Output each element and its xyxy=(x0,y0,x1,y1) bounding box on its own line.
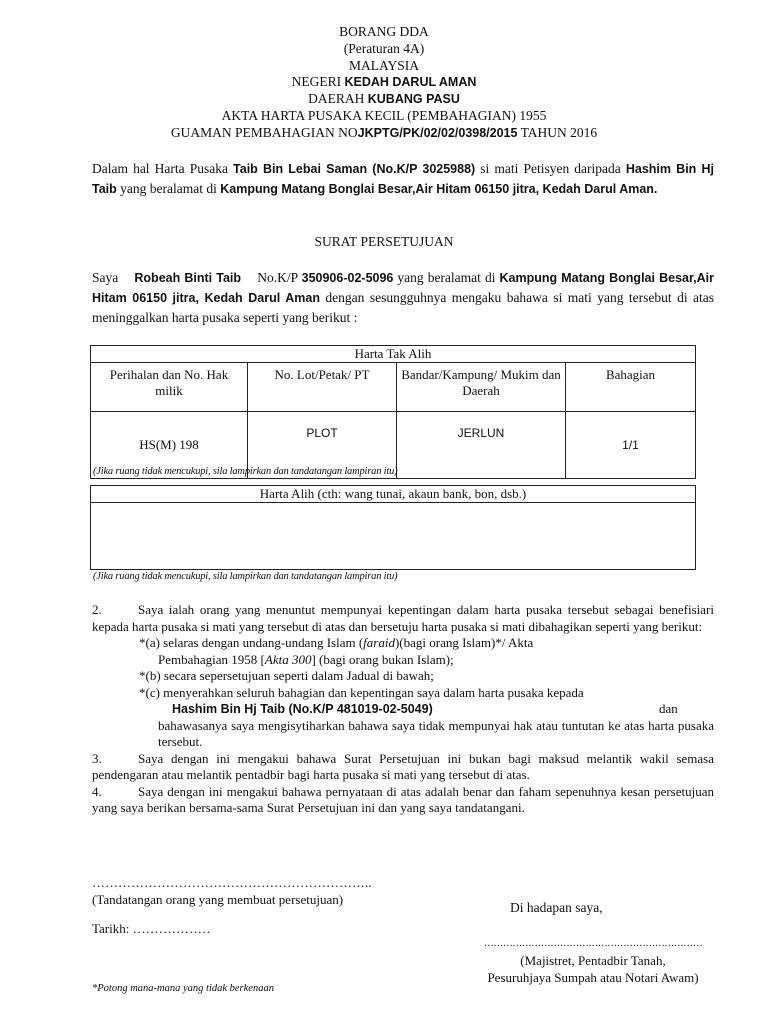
movable-property-table xyxy=(90,485,696,570)
option-a-act: Akta 300 xyxy=(264,651,312,667)
option-b: *(b) secara sepersetujuan seperti dalam Jadual di bawah; xyxy=(139,668,434,683)
case-number: JKPTG/PK/02/02/0398/2015 xyxy=(357,125,518,140)
column-header: Bandar/Kampung/ Mukim dan Daerah xyxy=(397,363,566,412)
heir-line xyxy=(92,701,714,718)
intro-text-3: yang beralamat di xyxy=(116,181,221,196)
petitioner-address: Kampung Matang Bonglai Besar,Air Hitam 06150 jitra, Kedah Darul Aman. xyxy=(220,182,658,196)
terms-sections xyxy=(92,602,714,817)
section-3-text xyxy=(92,751,714,784)
section-2-body: Saya ialah orang yang menuntut mempunyai kepentingan dalam harta pusaka tersebut sebagai benefisiari kepada harta pusaka si mati yang tersebut di atas dan bersetuju harta pusaka si mati dibahagikan seperti yang berikut: xyxy=(92,602,714,634)
witness-label: Di hadapan saya, xyxy=(510,900,603,915)
declarant-address: Kampung Matang Bonglai Besar,Air Hitam 06150 jitra, Kedah Darul Aman xyxy=(92,271,714,305)
option-c-tail: bahawasanya saya mengisytiharkan bahawa saya tidak mempunyai hak atau tuntutan ke atas harta pusaka tersebut. xyxy=(158,717,714,749)
officer-block xyxy=(466,935,720,986)
option-a-faraid: faraid xyxy=(363,635,395,650)
intro-paragraph xyxy=(92,159,714,199)
movable-table-title: Harta Alih (cth: wang tunai, akaun bank, bon, dsb.) xyxy=(91,486,696,503)
option-a-line2-suffix: ] (bagi orang bukan Islam); xyxy=(311,651,454,667)
section-number: 4. xyxy=(92,783,102,799)
section-2-text xyxy=(92,602,714,635)
district-line xyxy=(0,91,768,108)
section-4-text xyxy=(92,784,714,817)
case-label: GUAMAN PEMBAHAGIAN NO xyxy=(170,124,358,140)
movable-table-body xyxy=(91,503,696,570)
date-field[interactable]: Tarikh: ……………… xyxy=(92,921,211,936)
state-line xyxy=(0,74,768,91)
section-number: 3. xyxy=(92,750,102,766)
table-cell: PLOT xyxy=(248,412,397,479)
option-a-text: *(a) selaras dengan undang-undang Islam ( xyxy=(139,635,364,650)
form-header xyxy=(0,24,768,142)
footnote: *Potong mana-mana yang tidak berkenaan xyxy=(92,983,274,994)
table-cell: JERLUN xyxy=(397,412,566,479)
section-number: 2. xyxy=(92,602,102,617)
act-title: AKTA HARTA PUSAKA KECIL (PEMBAHAGIAN) 1955 xyxy=(221,107,547,123)
district-value: KUBANG PASU xyxy=(367,92,460,107)
declaration-text-2: No.K/P xyxy=(253,270,302,285)
case-line xyxy=(0,125,768,142)
section-4-body: Saya dengan ini mengakui bahawa pernyataan di atas adalah benar dan faham sepenuhnya kesan persetujuan yang saya berikan bersama-sama Surat Persetujuan ini dan yang saya tandatangani. xyxy=(92,783,714,815)
state-label: NEGERI xyxy=(291,74,342,90)
deceased-name: Taib Bin Lebai Saman (No.K/P 3025988) xyxy=(233,162,476,176)
year-label: TAHUN xyxy=(520,124,567,140)
district-label: DAERAH xyxy=(308,91,365,107)
option-c: *(c) menyerahkan seluruh bahagian dan kepentingan saya dalam harta pusaka kepada xyxy=(139,684,584,700)
table-note: (Jika ruang tidak mencukupi, sila lampirkan dan tandatangan lampiran itu) xyxy=(93,466,398,477)
option-a-mid: )(bagi orang Islam)*/ Akta xyxy=(394,635,534,650)
country: MALAYSIA xyxy=(348,57,419,73)
surat-title: SURAT PERSETUJUAN xyxy=(314,234,454,249)
declaration-text-1: Saya xyxy=(92,270,123,285)
heir-dan: dan xyxy=(659,701,678,716)
intro-text-2: si mati Petisyen daripada xyxy=(475,161,626,176)
declaration-paragraph xyxy=(92,268,714,327)
declarant-ic: 350906-02-5096 xyxy=(301,271,394,285)
signature-label: (Tandatangan orang yang membuat persetujuan) xyxy=(92,892,344,907)
option-a xyxy=(92,635,714,652)
declaration-text-4: dengan sesungguhnya mengaku bahawa si mati yang tersebut di atas meninggalkan harta pusaka seperti yang berikut : xyxy=(92,290,714,325)
officer-title-line-1: (Majistret, Pentadbir Tanah, xyxy=(520,953,666,968)
option-a-line2 xyxy=(92,652,714,669)
section-3-body: Saya dengan ini mengakui bahawa Surat Persetujuan ini bukan bagi maksud melantik wakil semasa pendengaran atau melantik pentadbir bagi harta pusaka si mati yang tersebut di atas. xyxy=(92,750,714,782)
table-note: (Jika ruang tidak mencukupi, sila lampirkan dan tandatangan lampiran itu) xyxy=(93,571,398,582)
officer-signature-line[interactable]: …………………………………………………………… xyxy=(483,938,703,949)
heir-name: Hashim Bin Hj Taib (No.K/P 481019-02-5049) xyxy=(172,702,433,716)
table-cell: 1/1 xyxy=(566,412,696,479)
state-value: KEDAH DARUL AMAN xyxy=(344,75,477,90)
intro-text-1: Dalam hal Harta Pusaka xyxy=(92,161,234,176)
column-header: Perihalan dan No. Hak milik xyxy=(91,363,248,412)
petitioner-name: Hashim Bin Hj Taib xyxy=(92,162,714,196)
immovable-table-title: Harta Tak Alih xyxy=(91,346,696,363)
officer-title-line-2: Pesuruhjaya Sumpah atau Notari Awam) xyxy=(487,970,699,985)
option-a-line2-text: Pembahagian 1958 [ xyxy=(158,651,265,667)
form-name: BORANG DDA xyxy=(339,24,429,39)
declaration-text-3: yang beralamat di xyxy=(393,270,500,285)
signature-line[interactable]: ……………………………………………………….. xyxy=(92,875,372,890)
signature-block xyxy=(92,874,372,937)
column-header: Bahagian xyxy=(566,363,696,412)
year-value: 2016 xyxy=(570,124,598,140)
table-cell: HS(M) 198 xyxy=(91,412,248,479)
immovable-property-table xyxy=(90,345,696,479)
column-header: No. Lot/Petak/ PT xyxy=(248,363,397,412)
regulation-ref: (Peraturan 4A) xyxy=(343,40,425,56)
declarant-name: Robeah Binti Taib xyxy=(134,271,242,285)
